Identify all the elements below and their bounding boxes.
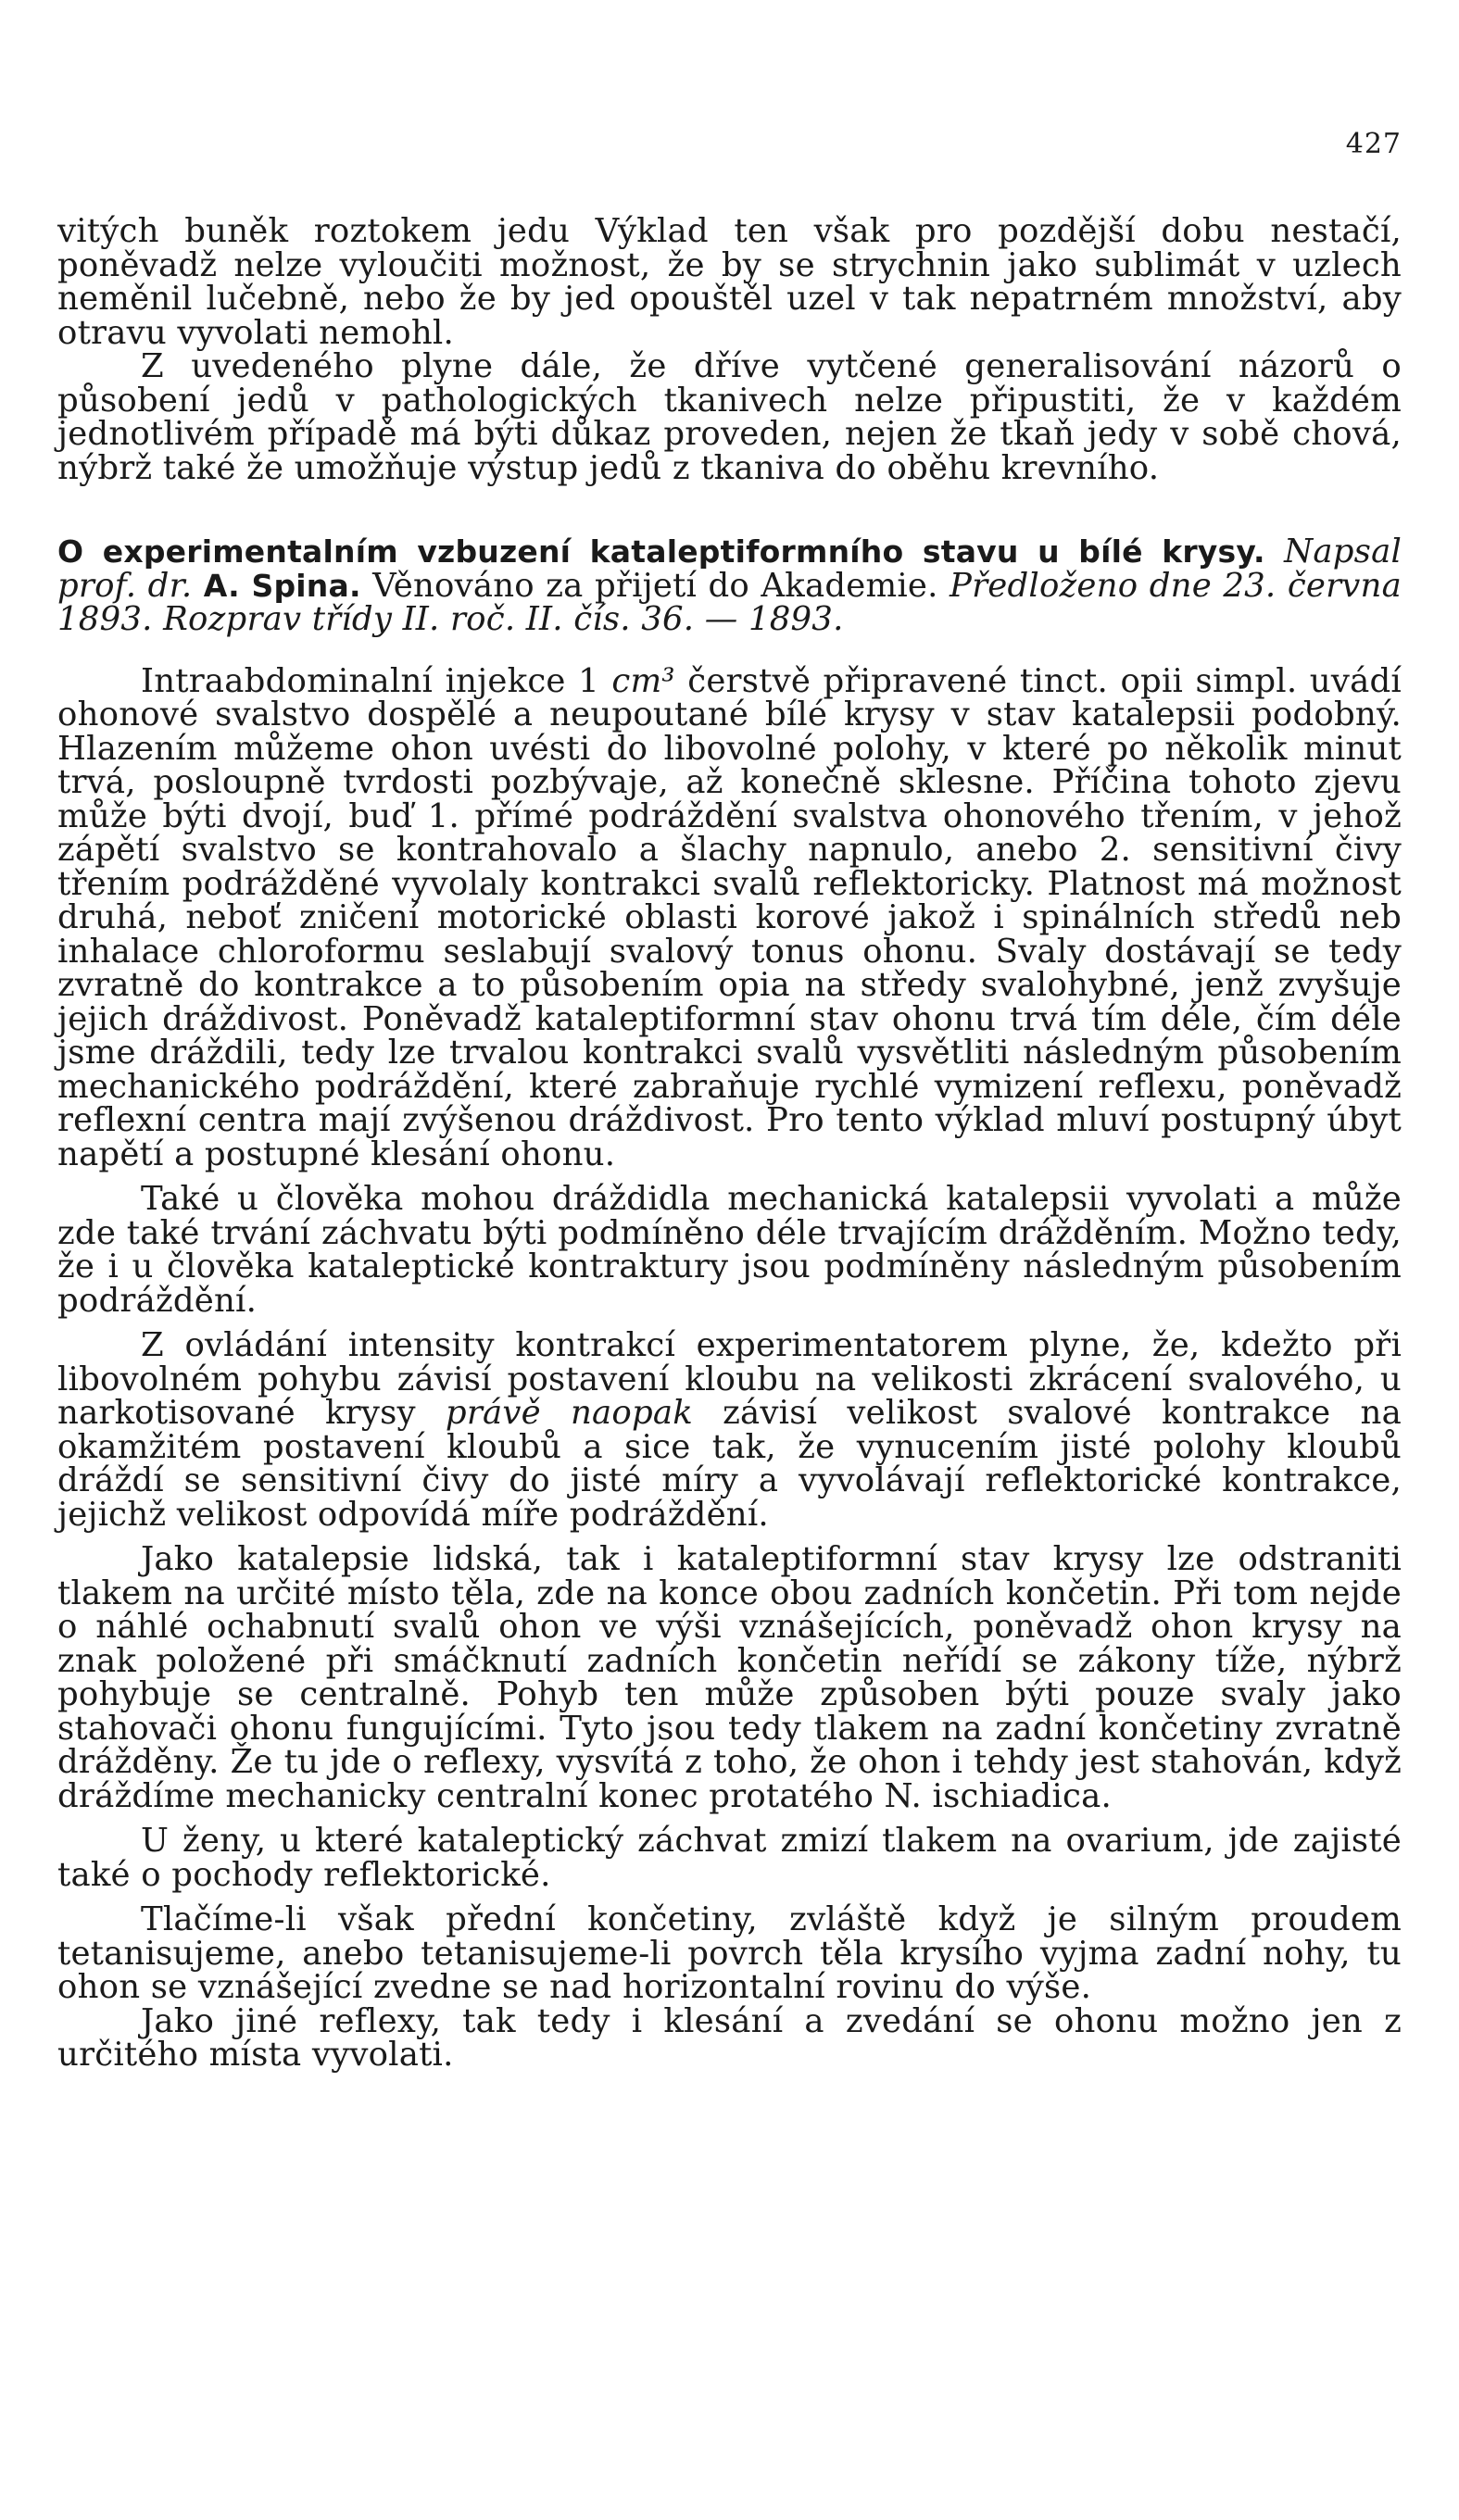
- paragraph-5: [57, 1326, 1402, 1534]
- paragraph-7: U ženy, u které kataleptický záchvat zmizí tlakem na ovarium, jde zajisté také o pochody reflektorické.: [57, 1822, 1402, 1894]
- paragraph-5-start: Z ovládání intensity kontrakcí experimentatorem plyne, že, kdežto při libovolném pohybu závisí postavení kloubu na velikosti zkrácení svalového, u narkotisované krysy: [57, 1326, 1402, 1432]
- article-author: A. Spina.: [203, 567, 361, 604]
- article-title: O experimentalním vzbuzení kataleptiformního stavu u bílé krysy.: [57, 533, 1265, 570]
- article-napsal: Napsal prof. dr.: [57, 533, 1402, 605]
- article-dedication: Věnováno za přijetí do Akademie.: [372, 566, 938, 605]
- page-body: [57, 212, 1402, 2074]
- paragraph-3-unit: cm³: [611, 661, 675, 700]
- paragraph-9: Jako jiné reflexy, tak tedy i klesání a zvedání se ohonu možno jen z určitého místa vyvolati.: [57, 2001, 1402, 2074]
- paragraph-8: Tlačíme-li však přední končetiny, zvláště když je silným proudem tetanisujeme, anebo tetanisujeme-li povrch těla krysího vyjma zadní nohy, tu ohon se vznášející zvedne se nad horizontalní rovinu do výše.: [57, 1900, 1402, 2006]
- paragraph-3: [57, 661, 1402, 1173]
- paragraph-3-start: Intraabdominalní injekce 1: [141, 661, 599, 700]
- article-submission: Předloženo dne 23. června 1893. Rozprav třídy II. roč. II. čís. 36. — 1893.: [57, 566, 1402, 638]
- paragraph-4: Také u člověka mohou dráždidla mechanická katalepsii vyvolati a může zde také trvání záchvatu býti podmíněno déle trvajícím drážděním. Možno tedy, že i u člověka kataleptické kontraktury jsou podmíněny následným působením podráždění.: [57, 1180, 1402, 1320]
- paragraph-5-rest: závisí velikost svalové kontrakce na okamžitém postavení kloubů a sice tak, že vynucením jisté polohy kloubů dráždí se sensitivní čivy do jisté míry a vyvolávají reflektorické kontrakce, jejichž velikost odpovídá míře podráždění.: [57, 1394, 1402, 1534]
- paragraph-1: vitých buněk roztokem jedu Výklad ten však pro pozdější dobu nestačí, poněvadž nelze vyloučiti možnost, že by se strychnin jako sublimát v uzlech neměnil lučebně, nebo že by jed opouštěl uzel v tak nepatrném množství, aby otravu vyvolati nemohl.: [57, 212, 1402, 352]
- page-number: 427: [1345, 128, 1402, 160]
- article-heading: [57, 535, 1402, 637]
- paragraph-2: Z uvedeného plyne dále, že dříve vytčené generalisování názorů o působení jedů v pathologických tkanivech nelze připustiti, že v každém jednotlivém případě má býti důkaz proveden, nejen že tkaň jedy v sobě chová, nýbrž také že umožňuje výstup jedů z tkaniva do oběhu krevního.: [57, 347, 1402, 487]
- paragraph-5-italic: právě naopak: [445, 1394, 693, 1432]
- paragraph-3-rest: čerstvě připravené tinct. opii simpl. uvádí ohonové svalstvo dospělé a neupoutané bílé krysy v stav katalepsii podobný. Hlazením můžeme ohon uvésti do libovolné polohy, v které po několik minut trvá, posloupně tvrdosti pozbývaje, až konečně sklesne. Příčina tohoto zjevu může býti dvojí, buď 1. přímé podráždění svalstva ohonového třením, v jehož zápětí svalstvo se kontrahovalo a šlachy napnulo, anebo 2. sensitivní čivy třením podrážděné vyvolaly kontrakci svalů reflektoricky. Platnost má možnost druhá, neboť zničení motorické oblasti korové jakož i spinálních středů neb inhalace chloroformu seslabují svalový tonus ohonu. Svaly dostávají se tedy zvratně do kontrakce a to působením opia na středy svalohybné, jenž zvyšuje jejich dráždivost. Poněvadž kataleptiformní stav ohonu trvá tím déle, čím déle jsme dráždili, tedy lze trvalou kontrakci svalů vysvětliti následným působením mechanického podráždění, které zabraňuje rychlé vymizení reflexu, poněvadž reflexní centra mají zvýšenou dráždivost. Pro tento výklad mluví postupný úbyt napětí a postupné klesání ohonu.: [57, 661, 1402, 1173]
- paragraph-6: Jako katalepsie lidská, tak i kataleptiformní stav krysy lze odstraniti tlakem na určité místo těla, zde na konce obou zadních končetin. Při tom nejde o náhlé ochabnutí svalů ohon ve výši vznášejících, poněvadž ohon krysy na znak položené při smáčknutí zadních končetin neřídí se zákony tíže, nýbrž pohybuje se centralně. Pohyb ten může způsoben býti pouze svaly jako stahovači ohonu fungujícími. Tyto jsou tedy tlakem na zadní končetiny zvratně drážděny. Že tu jde o reflexy, vysvítá z toho, že ohon i tehdy jest stahován, když dráždíme mechanicky centralní konec protatého N. ischiadica.: [57, 1540, 1402, 1815]
